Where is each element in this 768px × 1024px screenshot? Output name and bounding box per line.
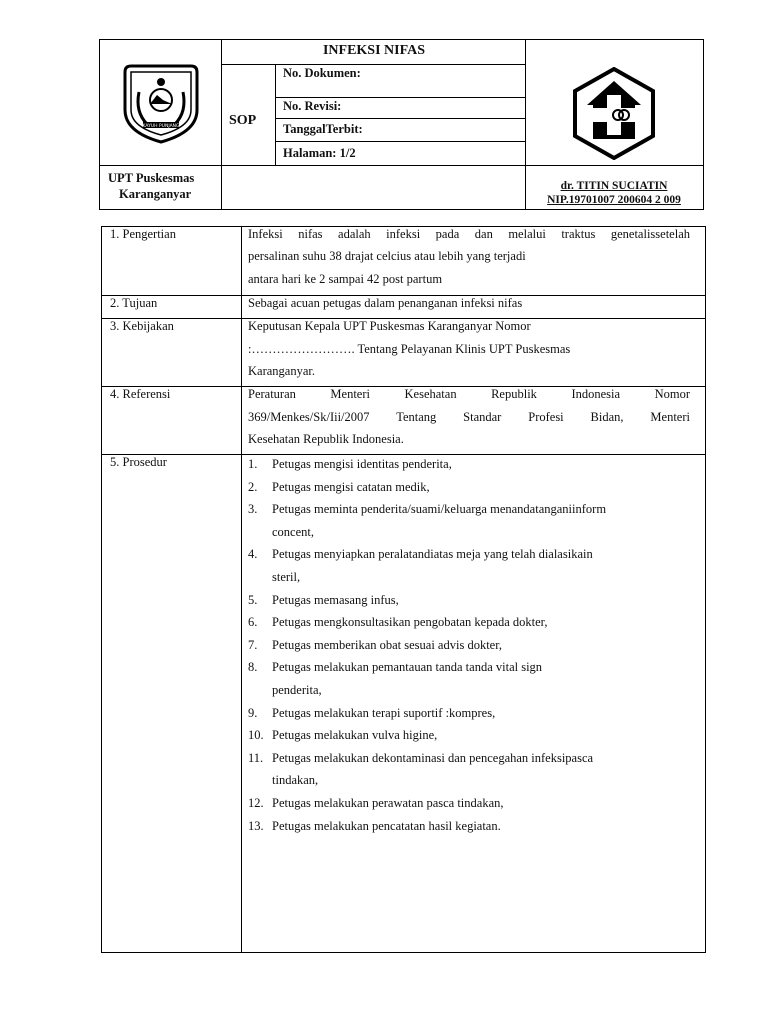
prosedur-item-text: Petugas melakukan perawatan pasca tindakan,	[272, 795, 504, 810]
referensi-label: 4. Referensi	[110, 387, 171, 401]
prosedur-item	[248, 702, 693, 725]
prosedur-label: 5. Prosedur	[110, 455, 167, 469]
prosedur-item-text: Petugas melakukan dekontaminasi dan pencegahan infeksipasca	[272, 750, 594, 765]
referensi-line1: Peraturan Menteri Kesehatan Republik Indonesia Nomor	[248, 387, 690, 401]
prosedur-item-text: Petugas melakukan pemantauan tanda tanda vital sign	[272, 660, 543, 675]
kebijakan-line2: :……………………. Tentang Pelayanan Klinis UPT Puskesmas	[248, 342, 571, 356]
svg-text:KAYUH PUNJANG: KAYUH PUNJANG	[142, 124, 180, 129]
prosedur-item-text-cont: concent,	[272, 524, 314, 539]
puskesmas-logo	[571, 67, 657, 160]
referensi-line2: 369/Menkes/Sk/Iii/2007 Tentang Standar Profesi Bidan, Menteri	[248, 410, 690, 424]
kebijakan-line3: Karanganyar.	[248, 364, 315, 378]
prosedur-item	[248, 453, 693, 476]
prosedur-item-number: 1.	[248, 457, 258, 471]
prosedur-item-text: Petugas mengisi identitas penderita,	[272, 457, 452, 471]
prosedur-item-number: 3.	[248, 502, 258, 517]
prosedur-item-number: 11.	[248, 750, 264, 765]
signer-name: dr. TITIN SUCIATIN	[560, 180, 668, 192]
prosedur-item	[248, 792, 693, 815]
sop-header-table	[99, 39, 704, 210]
pengertian-label: 1. Pengertian	[110, 227, 176, 241]
prosedur-item	[248, 589, 693, 612]
prosedur-item	[248, 724, 693, 747]
halaman-label: Halaman: 1/2	[283, 146, 356, 160]
prosedur-item-number: 9.	[248, 705, 258, 720]
prosedur-item	[248, 634, 693, 657]
document-title: INFEKSI NIFAS	[322, 43, 426, 58]
prosedur-item-text: Petugas menyiapkan peralatandiatas meja yang telah dialasikain	[272, 547, 593, 562]
prosedur-item-number: 13.	[248, 818, 264, 833]
prosedur-item-text: Petugas melakukan vulva higine,	[272, 728, 438, 743]
prosedur-item	[248, 815, 693, 838]
prosedur-item-text-cont: steril,	[272, 569, 301, 584]
prosedur-item-text: Petugas meminta penderita/suami/keluarga menandatanganiinform	[272, 502, 607, 517]
tanggal-terbit-label: TanggalTerbit:	[283, 122, 363, 136]
prosedur-item-number: 8.	[248, 660, 258, 675]
no-dokumen-label: No. Dokumen:	[283, 66, 361, 80]
prosedur-item-text-cont: penderita,	[272, 682, 322, 697]
prosedur-item	[248, 747, 693, 792]
sop-content-table	[101, 226, 706, 953]
prosedur-item	[248, 476, 693, 499]
prosedur-item	[248, 498, 693, 543]
prosedur-item-text: Petugas memasang infus,	[272, 592, 399, 607]
unit-name-line1: UPT Puskesmas	[108, 171, 195, 185]
prosedur-item-text: Petugas mengkonsultasikan pengobatan kepada dokter,	[272, 615, 548, 630]
referensi-line3: Kesehatan Republik Indonesia.	[248, 432, 404, 446]
prosedur-item	[248, 611, 693, 634]
prosedur-item	[248, 543, 693, 588]
pengertian-line1: Infeksi nifas adalah infeksi pada dan melalui traktus genetalissetelah	[248, 227, 690, 241]
unit-name-line2: Karanganyar	[119, 187, 192, 201]
no-revisi-label: No. Revisi:	[283, 99, 342, 113]
pengertian-line3: antara hari ke 2 sampai 42 post partum	[248, 272, 443, 286]
prosedur-item-number: 4.	[248, 547, 258, 562]
prosedur-item-number: 7.	[248, 637, 258, 652]
prosedur-list	[248, 453, 693, 837]
prosedur-item-text: Petugas melakukan pencatatan hasil kegiatan.	[272, 818, 501, 833]
tujuan-text: Sebagai acuan petugas dalam penanganan infeksi nifas	[248, 296, 523, 310]
prosedur-item-text: Petugas melakukan terapi suportif :kompres,	[272, 705, 496, 720]
prosedur-item-number: 10.	[248, 728, 264, 743]
sop-label: SOP	[229, 113, 257, 128]
kebijakan-label: 3. Kebijakan	[110, 319, 174, 333]
prosedur-item-text-cont: tindakan,	[272, 773, 319, 788]
prosedur-item-number: 6.	[248, 615, 258, 630]
tujuan-label: 2. Tujuan	[110, 296, 158, 310]
kebijakan-line1: Keputusan Kepala UPT Puskesmas Karanganyar Nomor	[248, 319, 531, 333]
prosedur-item-number: 12.	[248, 795, 264, 810]
regency-emblem-logo	[119, 62, 203, 146]
prosedur-item-text: Petugas memberikan obat sesuai advis dokter,	[272, 637, 502, 652]
pengertian-line2: persalinan suhu 38 drajat celcius atau lebih yang terjadi	[248, 249, 526, 263]
prosedur-item-number: 2.	[248, 479, 258, 494]
signer-nip: NIP.19701007 200604 2 009	[547, 194, 681, 206]
prosedur-item	[248, 656, 693, 701]
prosedur-item-number: 5.	[248, 592, 258, 607]
prosedur-item-text: Petugas mengisi catatan medik,	[272, 479, 430, 494]
